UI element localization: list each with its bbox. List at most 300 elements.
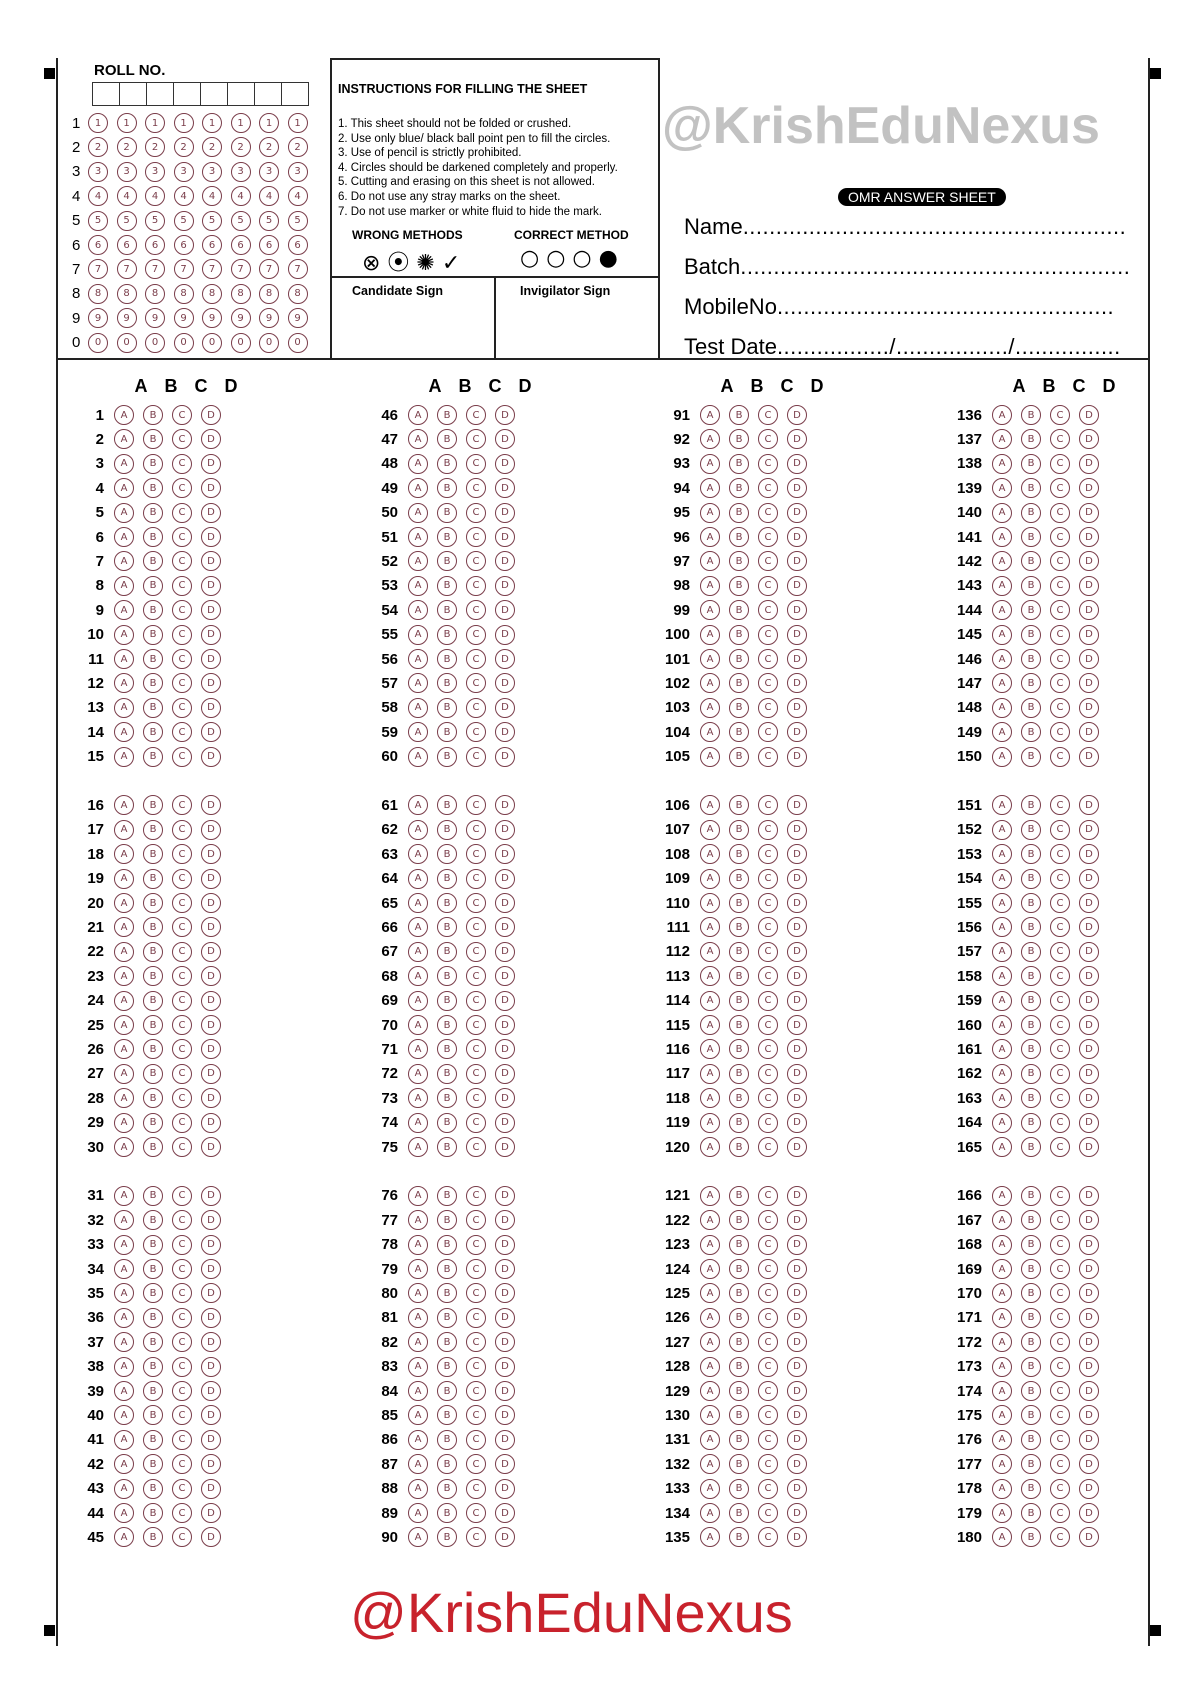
answer-bubble-c[interactable]: C — [758, 820, 778, 840]
roll-number-boxes[interactable] — [92, 82, 309, 106]
roll-bubble[interactable]: 2 — [117, 137, 137, 157]
answer-bubble-a[interactable]: A — [992, 893, 1012, 913]
answer-bubble-b[interactable]: B — [437, 991, 457, 1011]
answer-bubble-a[interactable]: A — [992, 820, 1012, 840]
answer-bubble-a[interactable]: A — [700, 1479, 720, 1499]
answer-bubble-b[interactable]: B — [729, 673, 749, 693]
answer-bubble-d[interactable]: D — [1079, 1283, 1099, 1303]
answer-bubble-d[interactable]: D — [787, 1283, 807, 1303]
answer-bubble-a[interactable]: A — [114, 649, 134, 669]
answer-bubble-b[interactable]: B — [1021, 551, 1041, 571]
answer-bubble-a[interactable]: A — [114, 747, 134, 767]
answer-bubble-b[interactable]: B — [437, 600, 457, 620]
answer-bubble-c[interactable]: C — [466, 1381, 486, 1401]
answer-bubble-a[interactable]: A — [408, 1235, 428, 1255]
answer-bubble-c[interactable]: C — [1050, 1308, 1070, 1328]
answer-bubble-b[interactable]: B — [143, 600, 163, 620]
answer-bubble-b[interactable]: B — [143, 1308, 163, 1328]
roll-bubble[interactable]: 0 — [259, 333, 279, 353]
answer-bubble-a[interactable]: A — [992, 1479, 1012, 1499]
answer-bubble-c[interactable]: C — [1050, 649, 1070, 669]
answer-bubble-b[interactable]: B — [729, 454, 749, 474]
answer-bubble-a[interactable]: A — [992, 1113, 1012, 1133]
answer-bubble-c[interactable]: C — [466, 1113, 486, 1133]
answer-bubble-a[interactable]: A — [700, 625, 720, 645]
answer-bubble-a[interactable]: A — [114, 1186, 134, 1206]
answer-bubble-c[interactable]: C — [466, 1210, 486, 1230]
answer-bubble-a[interactable]: A — [700, 1186, 720, 1206]
roll-bubble[interactable]: 8 — [174, 284, 194, 304]
answer-bubble-d[interactable]: D — [787, 942, 807, 962]
answer-bubble-d[interactable]: D — [495, 1430, 515, 1450]
answer-bubble-a[interactable]: A — [700, 991, 720, 1011]
answer-bubble-a[interactable]: A — [700, 576, 720, 596]
answer-bubble-b[interactable]: B — [437, 478, 457, 498]
answer-bubble-b[interactable]: B — [1021, 1235, 1041, 1255]
answer-bubble-a[interactable]: A — [992, 625, 1012, 645]
answer-bubble-b[interactable]: B — [437, 1527, 457, 1547]
answer-bubble-c[interactable]: C — [172, 405, 192, 425]
answer-bubble-c[interactable]: C — [1050, 1430, 1070, 1450]
answer-bubble-d[interactable]: D — [1079, 869, 1099, 889]
answer-bubble-a[interactable]: A — [992, 747, 1012, 767]
answer-bubble-d[interactable]: D — [787, 820, 807, 840]
answer-bubble-b[interactable]: B — [729, 893, 749, 913]
answer-bubble-c[interactable]: C — [758, 966, 778, 986]
answer-bubble-b[interactable]: B — [1021, 1015, 1041, 1035]
answer-bubble-d[interactable]: D — [201, 722, 221, 742]
roll-bubble[interactable]: 4 — [88, 186, 108, 206]
answer-bubble-c[interactable]: C — [1050, 747, 1070, 767]
answer-bubble-c[interactable]: C — [172, 698, 192, 718]
answer-bubble-d[interactable]: D — [495, 966, 515, 986]
answer-bubble-d[interactable]: D — [787, 722, 807, 742]
answer-bubble-c[interactable]: C — [466, 1454, 486, 1474]
answer-bubble-a[interactable]: A — [114, 1039, 134, 1059]
answer-bubble-d[interactable]: D — [495, 551, 515, 571]
answer-bubble-c[interactable]: C — [758, 1064, 778, 1084]
answer-bubble-d[interactable]: D — [787, 625, 807, 645]
answer-bubble-d[interactable]: D — [1079, 1210, 1099, 1230]
answer-bubble-c[interactable]: C — [758, 454, 778, 474]
answer-bubble-d[interactable]: D — [201, 673, 221, 693]
answer-bubble-d[interactable]: D — [495, 503, 515, 523]
answer-bubble-c[interactable]: C — [1050, 893, 1070, 913]
answer-bubble-a[interactable]: A — [114, 673, 134, 693]
answer-bubble-b[interactable]: B — [1021, 1332, 1041, 1352]
answer-bubble-c[interactable]: C — [1050, 454, 1070, 474]
answer-bubble-b[interactable]: B — [143, 1357, 163, 1377]
answer-bubble-c[interactable]: C — [1050, 942, 1070, 962]
roll-bubble[interactable]: 5 — [88, 211, 108, 231]
answer-bubble-c[interactable]: C — [758, 1527, 778, 1547]
answer-bubble-a[interactable]: A — [408, 698, 428, 718]
roll-bubble[interactable]: 7 — [259, 259, 279, 279]
answer-bubble-b[interactable]: B — [1021, 991, 1041, 1011]
answer-bubble-a[interactable]: A — [408, 1186, 428, 1206]
answer-bubble-c[interactable]: C — [1050, 1015, 1070, 1035]
answer-bubble-b[interactable]: B — [143, 917, 163, 937]
answer-bubble-d[interactable]: D — [495, 1454, 515, 1474]
roll-bubble[interactable]: 5 — [231, 211, 251, 231]
answer-bubble-c[interactable]: C — [172, 478, 192, 498]
answer-bubble-c[interactable]: C — [466, 869, 486, 889]
answer-bubble-b[interactable]: B — [437, 869, 457, 889]
test-date-field[interactable]: Test Date................./................./................ — [684, 334, 1121, 359]
answer-bubble-d[interactable]: D — [495, 1332, 515, 1352]
answer-bubble-b[interactable]: B — [729, 1186, 749, 1206]
roll-bubble[interactable]: 6 — [145, 235, 165, 255]
answer-bubble-a[interactable]: A — [992, 869, 1012, 889]
answer-bubble-c[interactable]: C — [466, 1357, 486, 1377]
answer-bubble-b[interactable]: B — [143, 722, 163, 742]
answer-bubble-b[interactable]: B — [1021, 576, 1041, 596]
answer-bubble-d[interactable]: D — [495, 917, 515, 937]
answer-bubble-c[interactable]: C — [1050, 1210, 1070, 1230]
answer-bubble-a[interactable]: A — [700, 551, 720, 571]
roll-bubble[interactable]: 1 — [288, 113, 308, 133]
answer-bubble-a[interactable]: A — [700, 1454, 720, 1474]
answer-bubble-b[interactable]: B — [143, 1381, 163, 1401]
answer-bubble-c[interactable]: C — [172, 1527, 192, 1547]
answer-bubble-d[interactable]: D — [201, 503, 221, 523]
answer-bubble-b[interactable]: B — [729, 1332, 749, 1352]
answer-bubble-c[interactable]: C — [466, 1039, 486, 1059]
answer-bubble-c[interactable]: C — [1050, 503, 1070, 523]
answer-bubble-b[interactable]: B — [143, 1430, 163, 1450]
roll-bubble[interactable]: 7 — [202, 259, 222, 279]
answer-bubble-a[interactable]: A — [992, 673, 1012, 693]
answer-bubble-a[interactable]: A — [700, 1210, 720, 1230]
answer-bubble-b[interactable]: B — [1021, 1381, 1041, 1401]
answer-bubble-a[interactable]: A — [408, 917, 428, 937]
answer-bubble-a[interactable]: A — [114, 1332, 134, 1352]
answer-bubble-d[interactable]: D — [495, 454, 515, 474]
answer-bubble-c[interactable]: C — [172, 1259, 192, 1279]
roll-bubble[interactable]: 3 — [145, 162, 165, 182]
answer-bubble-c[interactable]: C — [466, 747, 486, 767]
answer-bubble-a[interactable]: A — [408, 722, 428, 742]
answer-bubble-c[interactable]: C — [758, 1357, 778, 1377]
answer-bubble-a[interactable]: A — [992, 1137, 1012, 1157]
answer-bubble-d[interactable]: D — [1079, 1137, 1099, 1157]
answer-bubble-a[interactable]: A — [992, 966, 1012, 986]
answer-bubble-b[interactable]: B — [143, 405, 163, 425]
answer-bubble-a[interactable]: A — [992, 795, 1012, 815]
roll-bubble[interactable]: 0 — [231, 333, 251, 353]
answer-bubble-b[interactable]: B — [143, 1454, 163, 1474]
answer-bubble-d[interactable]: D — [787, 1210, 807, 1230]
answer-bubble-d[interactable]: D — [1079, 576, 1099, 596]
answer-bubble-a[interactable]: A — [408, 844, 428, 864]
answer-bubble-d[interactable]: D — [1079, 673, 1099, 693]
answer-bubble-c[interactable]: C — [172, 1479, 192, 1499]
answer-bubble-b[interactable]: B — [1021, 1405, 1041, 1425]
answer-bubble-b[interactable]: B — [729, 527, 749, 547]
answer-bubble-c[interactable]: C — [466, 795, 486, 815]
answer-bubble-b[interactable]: B — [143, 625, 163, 645]
answer-bubble-a[interactable]: A — [992, 1088, 1012, 1108]
answer-bubble-c[interactable]: C — [758, 869, 778, 889]
answer-bubble-b[interactable]: B — [143, 820, 163, 840]
answer-bubble-c[interactable]: C — [172, 673, 192, 693]
answer-bubble-d[interactable]: D — [1079, 698, 1099, 718]
answer-bubble-b[interactable]: B — [729, 942, 749, 962]
answer-bubble-d[interactable]: D — [495, 1137, 515, 1157]
answer-bubble-b[interactable]: B — [143, 1332, 163, 1352]
answer-bubble-b[interactable]: B — [729, 551, 749, 571]
answer-bubble-b[interactable]: B — [1021, 966, 1041, 986]
answer-bubble-a[interactable]: A — [114, 625, 134, 645]
answer-bubble-c[interactable]: C — [466, 942, 486, 962]
answer-bubble-b[interactable]: B — [729, 1503, 749, 1523]
answer-bubble-c[interactable]: C — [466, 1308, 486, 1328]
answer-bubble-c[interactable]: C — [466, 429, 486, 449]
answer-bubble-a[interactable]: A — [408, 966, 428, 986]
answer-bubble-b[interactable]: B — [729, 1430, 749, 1450]
roll-bubble[interactable]: 1 — [202, 113, 222, 133]
answer-bubble-b[interactable]: B — [437, 576, 457, 596]
answer-bubble-b[interactable]: B — [729, 1283, 749, 1303]
answer-bubble-c[interactable]: C — [1050, 1137, 1070, 1157]
roll-bubble[interactable]: 4 — [288, 186, 308, 206]
roll-bubble[interactable]: 4 — [174, 186, 194, 206]
answer-bubble-c[interactable]: C — [758, 1259, 778, 1279]
answer-bubble-b[interactable]: B — [1021, 625, 1041, 645]
answer-bubble-a[interactable]: A — [992, 1235, 1012, 1255]
answer-bubble-b[interactable]: B — [437, 429, 457, 449]
answer-bubble-c[interactable]: C — [758, 917, 778, 937]
answer-bubble-a[interactable]: A — [992, 527, 1012, 547]
roll-bubble[interactable]: 0 — [145, 333, 165, 353]
answer-bubble-c[interactable]: C — [172, 1235, 192, 1255]
answer-bubble-d[interactable]: D — [201, 820, 221, 840]
answer-bubble-d[interactable]: D — [495, 747, 515, 767]
roll-bubble[interactable]: 7 — [174, 259, 194, 279]
answer-bubble-b[interactable]: B — [437, 1235, 457, 1255]
answer-bubble-d[interactable]: D — [495, 1479, 515, 1499]
answer-bubble-b[interactable]: B — [437, 722, 457, 742]
answer-bubble-a[interactable]: A — [114, 1283, 134, 1303]
answer-bubble-a[interactable]: A — [114, 1503, 134, 1523]
answer-bubble-d[interactable]: D — [787, 844, 807, 864]
answer-bubble-c[interactable]: C — [172, 1088, 192, 1108]
answer-bubble-b[interactable]: B — [143, 503, 163, 523]
answer-bubble-a[interactable]: A — [114, 1527, 134, 1547]
roll-bubble[interactable]: 2 — [231, 137, 251, 157]
roll-bubble[interactable]: 9 — [202, 308, 222, 328]
answer-bubble-a[interactable]: A — [408, 1405, 428, 1425]
answer-bubble-d[interactable]: D — [495, 576, 515, 596]
answer-bubble-b[interactable]: B — [437, 1039, 457, 1059]
answer-bubble-a[interactable]: A — [114, 1210, 134, 1230]
answer-bubble-c[interactable]: C — [172, 1405, 192, 1425]
answer-bubble-b[interactable]: B — [729, 576, 749, 596]
answer-bubble-b[interactable]: B — [143, 429, 163, 449]
answer-bubble-c[interactable]: C — [466, 1479, 486, 1499]
answer-bubble-d[interactable]: D — [1079, 1088, 1099, 1108]
answer-bubble-b[interactable]: B — [437, 1259, 457, 1279]
answer-bubble-d[interactable]: D — [201, 1186, 221, 1206]
answer-bubble-d[interactable]: D — [787, 405, 807, 425]
answer-bubble-a[interactable]: A — [408, 1430, 428, 1450]
answer-bubble-a[interactable]: A — [114, 503, 134, 523]
answer-bubble-a[interactable]: A — [700, 1527, 720, 1547]
answer-bubble-a[interactable]: A — [408, 600, 428, 620]
answer-bubble-a[interactable]: A — [114, 454, 134, 474]
roll-bubble[interactable]: 3 — [259, 162, 279, 182]
answer-bubble-d[interactable]: D — [495, 478, 515, 498]
answer-bubble-a[interactable]: A — [700, 722, 720, 742]
answer-bubble-d[interactable]: D — [787, 503, 807, 523]
answer-bubble-b[interactable]: B — [143, 1259, 163, 1279]
answer-bubble-c[interactable]: C — [1050, 405, 1070, 425]
answer-bubble-d[interactable]: D — [201, 1210, 221, 1230]
answer-bubble-c[interactable]: C — [172, 1210, 192, 1230]
answer-bubble-a[interactable]: A — [114, 1479, 134, 1499]
answer-bubble-c[interactable]: C — [172, 1113, 192, 1133]
answer-bubble-d[interactable]: D — [787, 429, 807, 449]
answer-bubble-b[interactable]: B — [1021, 1308, 1041, 1328]
answer-bubble-a[interactable]: A — [700, 1113, 720, 1133]
answer-bubble-d[interactable]: D — [1079, 405, 1099, 425]
answer-bubble-b[interactable]: B — [1021, 1210, 1041, 1230]
answer-bubble-b[interactable]: B — [1021, 1357, 1041, 1377]
answer-bubble-d[interactable]: D — [495, 1283, 515, 1303]
answer-bubble-b[interactable]: B — [729, 1088, 749, 1108]
answer-bubble-c[interactable]: C — [172, 1186, 192, 1206]
answer-bubble-b[interactable]: B — [1021, 747, 1041, 767]
roll-bubble[interactable]: 3 — [202, 162, 222, 182]
answer-bubble-a[interactable]: A — [114, 1430, 134, 1450]
answer-bubble-c[interactable]: C — [1050, 551, 1070, 571]
answer-bubble-d[interactable]: D — [495, 1113, 515, 1133]
answer-bubble-d[interactable]: D — [201, 405, 221, 425]
answer-bubble-d[interactable]: D — [1079, 1381, 1099, 1401]
answer-bubble-d[interactable]: D — [1079, 1527, 1099, 1547]
answer-bubble-a[interactable]: A — [408, 942, 428, 962]
answer-bubble-b[interactable]: B — [143, 1064, 163, 1084]
answer-bubble-a[interactable]: A — [114, 405, 134, 425]
answer-bubble-b[interactable]: B — [437, 1210, 457, 1230]
answer-bubble-d[interactable]: D — [495, 1259, 515, 1279]
answer-bubble-b[interactable]: B — [143, 966, 163, 986]
answer-bubble-c[interactable]: C — [172, 551, 192, 571]
answer-bubble-c[interactable]: C — [466, 478, 486, 498]
answer-bubble-b[interactable]: B — [437, 1308, 457, 1328]
answer-bubble-d[interactable]: D — [495, 1527, 515, 1547]
answer-bubble-d[interactable]: D — [1079, 893, 1099, 913]
answer-bubble-b[interactable]: B — [729, 1381, 749, 1401]
answer-bubble-b[interactable]: B — [143, 747, 163, 767]
answer-bubble-d[interactable]: D — [787, 1015, 807, 1035]
answer-bubble-c[interactable]: C — [466, 625, 486, 645]
answer-bubble-d[interactable]: D — [201, 1454, 221, 1474]
answer-bubble-b[interactable]: B — [437, 405, 457, 425]
answer-bubble-b[interactable]: B — [1021, 1137, 1041, 1157]
answer-bubble-c[interactable]: C — [1050, 844, 1070, 864]
roll-bubble[interactable]: 3 — [174, 162, 194, 182]
answer-bubble-c[interactable]: C — [1050, 698, 1070, 718]
answer-bubble-b[interactable]: B — [437, 649, 457, 669]
answer-bubble-b[interactable]: B — [437, 551, 457, 571]
answer-bubble-a[interactable]: A — [114, 527, 134, 547]
roll-bubble[interactable]: 4 — [231, 186, 251, 206]
answer-bubble-d[interactable]: D — [787, 1308, 807, 1328]
answer-bubble-c[interactable]: C — [466, 1088, 486, 1108]
answer-bubble-a[interactable]: A — [114, 1357, 134, 1377]
answer-bubble-b[interactable]: B — [143, 454, 163, 474]
roll-bubble[interactable]: 2 — [174, 137, 194, 157]
answer-bubble-c[interactable]: C — [758, 1015, 778, 1035]
roll-bubble[interactable]: 7 — [145, 259, 165, 279]
answer-bubble-d[interactable]: D — [201, 1381, 221, 1401]
answer-bubble-b[interactable]: B — [143, 673, 163, 693]
answer-bubble-d[interactable]: D — [1079, 1015, 1099, 1035]
answer-bubble-a[interactable]: A — [700, 1235, 720, 1255]
roll-bubble[interactable]: 7 — [88, 259, 108, 279]
answer-bubble-d[interactable]: D — [201, 1137, 221, 1157]
answer-bubble-a[interactable]: A — [700, 820, 720, 840]
answer-bubble-d[interactable]: D — [495, 1039, 515, 1059]
answer-bubble-a[interactable]: A — [992, 1308, 1012, 1328]
answer-bubble-a[interactable]: A — [992, 1283, 1012, 1303]
answer-bubble-b[interactable]: B — [437, 1137, 457, 1157]
answer-bubble-c[interactable]: C — [172, 1332, 192, 1352]
answer-bubble-a[interactable]: A — [700, 503, 720, 523]
answer-bubble-b[interactable]: B — [437, 454, 457, 474]
answer-bubble-c[interactable]: C — [758, 942, 778, 962]
answer-bubble-b[interactable]: B — [729, 1210, 749, 1230]
answer-bubble-d[interactable]: D — [1079, 1454, 1099, 1474]
answer-bubble-d[interactable]: D — [1079, 1113, 1099, 1133]
answer-bubble-d[interactable]: D — [201, 991, 221, 1011]
answer-bubble-b[interactable]: B — [1021, 1283, 1041, 1303]
answer-bubble-d[interactable]: D — [495, 1088, 515, 1108]
answer-bubble-d[interactable]: D — [201, 600, 221, 620]
answer-bubble-c[interactable]: C — [1050, 1113, 1070, 1133]
answer-bubble-d[interactable]: D — [1079, 1430, 1099, 1450]
answer-bubble-c[interactable]: C — [758, 1454, 778, 1474]
answer-bubble-c[interactable]: C — [1050, 673, 1070, 693]
answer-bubble-c[interactable]: C — [466, 966, 486, 986]
answer-bubble-b[interactable]: B — [143, 527, 163, 547]
answer-bubble-a[interactable]: A — [408, 1479, 428, 1499]
answer-bubble-b[interactable]: B — [729, 503, 749, 523]
answer-bubble-c[interactable]: C — [758, 600, 778, 620]
answer-bubble-b[interactable]: B — [437, 1186, 457, 1206]
answer-bubble-a[interactable]: A — [408, 1259, 428, 1279]
answer-bubble-d[interactable]: D — [201, 1283, 221, 1303]
answer-bubble-c[interactable]: C — [1050, 625, 1070, 645]
answer-bubble-a[interactable]: A — [992, 405, 1012, 425]
roll-bubble[interactable]: 6 — [259, 235, 279, 255]
answer-bubble-b[interactable]: B — [1021, 844, 1041, 864]
answer-bubble-d[interactable]: D — [787, 1332, 807, 1352]
answer-bubble-a[interactable]: A — [408, 1113, 428, 1133]
answer-bubble-b[interactable]: B — [437, 1479, 457, 1499]
roll-bubble[interactable]: 8 — [117, 284, 137, 304]
answer-bubble-d[interactable]: D — [787, 1405, 807, 1425]
answer-bubble-a[interactable]: A — [408, 1039, 428, 1059]
answer-bubble-d[interactable]: D — [201, 527, 221, 547]
answer-bubble-b[interactable]: B — [143, 991, 163, 1011]
answer-bubble-a[interactable]: A — [408, 1357, 428, 1377]
answer-bubble-b[interactable]: B — [729, 1259, 749, 1279]
answer-bubble-c[interactable]: C — [466, 917, 486, 937]
answer-bubble-b[interactable]: B — [437, 795, 457, 815]
answer-bubble-c[interactable]: C — [172, 1381, 192, 1401]
